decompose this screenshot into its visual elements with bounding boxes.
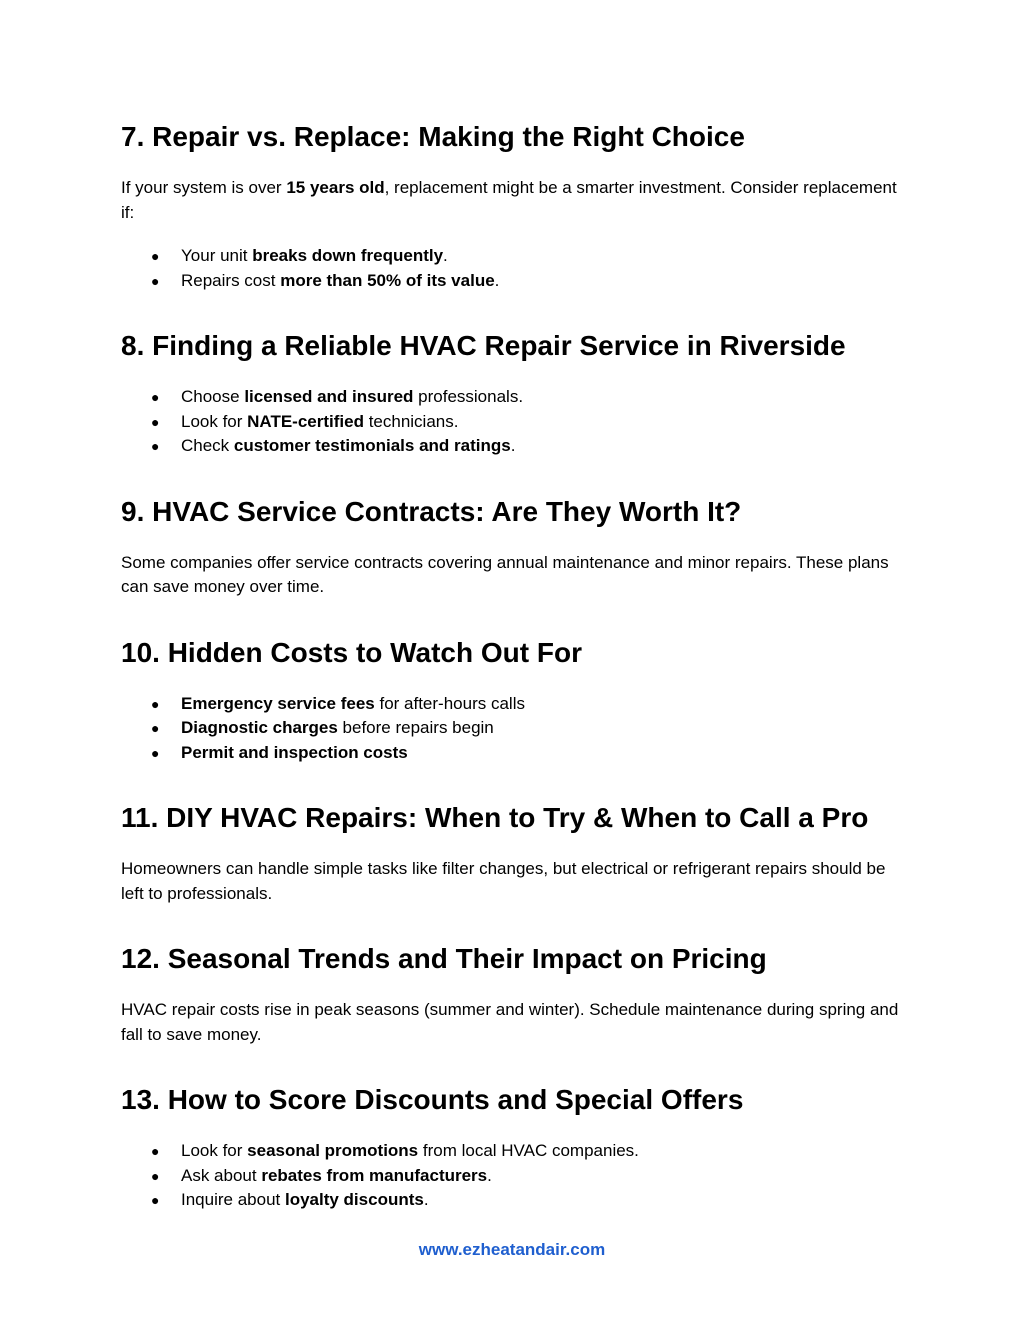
bullet-icon: ● — [151, 413, 160, 430]
bold-text: customer testimonials and ratings — [233, 436, 511, 455]
bullet-icon: ● — [151, 744, 160, 761]
bullet-list — [121, 1139, 911, 1213]
section — [121, 801, 911, 906]
section-paragraph — [121, 176, 911, 225]
footer-website-link[interactable]: www.ezheatandair.com — [418, 1240, 606, 1259]
bullet-icon: ● — [151, 438, 160, 454]
list-item — [121, 1139, 911, 1164]
bullet-icon: ● — [151, 389, 160, 405]
list-item — [121, 434, 911, 459]
list-item — [121, 244, 911, 269]
bullet-icon: ● — [151, 248, 160, 264]
section — [121, 120, 911, 293]
document-content — [121, 120, 911, 1213]
bullet-list — [121, 692, 911, 766]
text-run: Check — [181, 436, 234, 455]
text-run: . — [443, 246, 448, 265]
list-item — [121, 269, 911, 294]
text-run: technicians. — [363, 411, 459, 431]
section-paragraph — [121, 857, 911, 906]
bullet-icon: ● — [151, 272, 160, 289]
section-paragraph — [121, 551, 911, 600]
bold-text: breaks down frequently — [252, 246, 444, 265]
bold-text: NATE-certified — [247, 411, 364, 431]
bold-text: Emergency service fees — [181, 693, 375, 713]
bold-text: seasonal promotions — [247, 1141, 419, 1160]
text-run: before repairs begin — [337, 718, 494, 737]
section-heading: 7. Repair vs. Replace: Making the Right Choice — [121, 121, 745, 152]
section-heading: 10. Hidden Costs to Watch Out For — [121, 636, 582, 668]
text-run: from local HVAC companies. — [418, 1141, 639, 1160]
section-heading: 11. DIY HVAC Repairs: When to Try & When to Call a Pro — [121, 802, 869, 833]
text-run: Some companies offer service contracts covering annual maintenance and minor repairs. These plans can save money over time. — [121, 552, 889, 596]
text-run: Homeowners can handle simple tasks like filter changes, but electrical or refrigerant repairs should be left to professionals. — [121, 859, 886, 903]
list-item — [121, 716, 911, 741]
bold-text: more than 50% of its value — [280, 270, 495, 290]
list-item — [121, 741, 911, 766]
text-run: for after-hours calls — [374, 693, 525, 713]
bullet-icon: ● — [151, 720, 160, 736]
text-run: Your unit — [181, 246, 253, 265]
text-run: . — [510, 436, 516, 455]
text-run: Repairs cost — [181, 270, 281, 290]
list-item — [121, 1188, 911, 1213]
text-run: . — [494, 270, 500, 290]
bullet-icon: ● — [151, 695, 160, 712]
section — [121, 329, 911, 459]
list-item — [121, 692, 911, 717]
section-heading: 12. Seasonal Trends and Their Impact on Pricing — [121, 943, 767, 974]
text-run: Inquire about — [181, 1190, 285, 1209]
list-item — [121, 410, 911, 435]
section-heading: 9. HVAC Service Contracts: Are They Worth It? — [121, 495, 742, 527]
text-run: Look for — [181, 411, 248, 431]
section-heading: 13. How to Score Discounts and Special Offers — [121, 1084, 744, 1115]
section — [121, 1083, 911, 1213]
bullet-list — [121, 244, 911, 293]
text-run: . — [423, 1190, 429, 1209]
bold-text: rebates from manufacturers — [261, 1165, 488, 1185]
text-run: If your system is over — [121, 178, 287, 197]
bullet-icon: ● — [151, 1167, 160, 1184]
text-run: Choose — [181, 387, 245, 406]
section — [121, 636, 911, 766]
list-item — [121, 385, 911, 410]
bullet-list — [121, 385, 911, 459]
section-paragraph — [121, 998, 911, 1047]
text-run: HVAC repair costs rise in peak seasons (summer and winter). Schedule maintenance during spring and fall to save money. — [121, 1000, 899, 1044]
text-run: Look for — [181, 1141, 248, 1160]
bold-text: Permit and inspection costs — [181, 742, 408, 762]
text-run: professionals. — [413, 387, 524, 406]
bold-text: loyalty discounts — [284, 1190, 424, 1209]
text-run: . — [487, 1165, 492, 1185]
bold-text: licensed and insured — [244, 387, 414, 406]
text-run: Ask about — [181, 1165, 262, 1185]
bullet-icon: ● — [151, 1143, 160, 1159]
text-run: , replacement might be a smarter investment. Consider replacement if: — [121, 178, 897, 222]
section — [121, 942, 911, 1047]
section — [121, 495, 911, 600]
bullet-icon: ● — [151, 1192, 160, 1208]
bold-text: 15 years old — [286, 178, 385, 197]
section-heading: 8. Finding a Reliable HVAC Repair Service in Riverside — [121, 330, 846, 361]
list-item — [121, 1164, 911, 1189]
bold-text: Diagnostic charges — [181, 718, 338, 737]
